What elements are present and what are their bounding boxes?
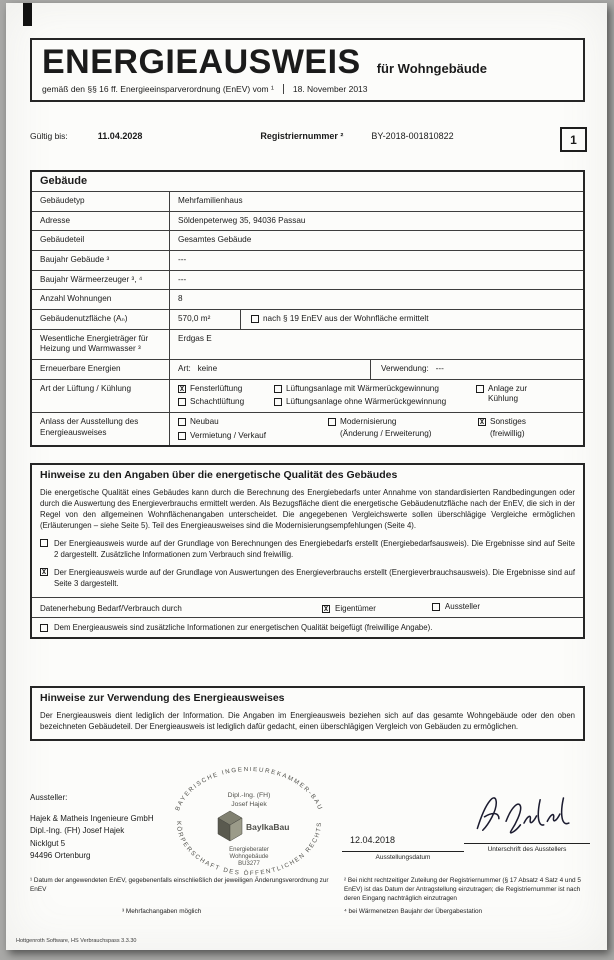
- issue-date: 12.04.2018: [350, 835, 396, 845]
- row-label: Gebäudeteil: [40, 235, 85, 245]
- page-number: 1: [570, 132, 577, 147]
- page-number-box: [560, 127, 587, 152]
- option-label: Vermietung / Verkauf: [190, 430, 267, 440]
- table-row-lueftung: [32, 379, 583, 412]
- option-label: Aussteller: [444, 601, 481, 611]
- bedarfsausweis-item: [40, 538, 575, 560]
- header-box: [30, 38, 585, 102]
- table-row-energietraeger: [32, 329, 583, 359]
- row-label: Erneuerbare Energien: [40, 363, 121, 373]
- footnote-2: ² Bei nicht rechtzeitiger Zuteilung der Registriernummer (§ 17 Absatz 4 Satz 4 und 5 EnEV) ist das Datum der Antragstellung einzutragen; die Registriernummer ist nach deren Eingang nachträglich einzutragen: [344, 877, 581, 902]
- row-label: Anlass der Ausstellung des Energieausweises: [40, 416, 139, 437]
- verbrauchsausweis-text: Der Energieausweis wurde auf der Grundlage von Auswertungen des Energieverbrauchs erstellt (Energieverbrauchsausweis). Die Ergebnisse sind auf Seite 3 dargestellt.: [54, 568, 575, 589]
- checkbox-neubau: [178, 418, 186, 426]
- row-label: Adresse: [40, 215, 71, 225]
- verbrauchsausweis-item: [40, 567, 575, 589]
- cube-logo-icon: [218, 811, 242, 841]
- row-label: Gebäudenutzfläche (Aₙ): [40, 313, 128, 323]
- building-section-title: Gebäude: [40, 175, 88, 187]
- row-value: 570,0 m²: [178, 313, 211, 323]
- option-label: Neubau: [190, 416, 219, 426]
- table-row-erneuerbare: [32, 359, 583, 379]
- checkbox-zusatzinfo: [40, 624, 48, 632]
- extra-info-row: [32, 617, 583, 637]
- row-label: Gebäudetyp: [40, 196, 85, 205]
- issuer-address: [30, 813, 154, 863]
- footnote-3: ³ Mehrfachangaben möglich: [122, 907, 202, 915]
- stamp-role-line1: Energieberater: [229, 847, 269, 853]
- issuer-line: Dipl.-Ing. (FH) Josef Hajek: [30, 826, 125, 836]
- table-row: [32, 191, 583, 211]
- registration-mark: [23, 3, 32, 26]
- checkbox-kuehlung: [476, 385, 484, 393]
- checkbox-verbrauchsausweis: X: [41, 568, 47, 577]
- signature-block: [464, 789, 590, 853]
- verwendung-label: Verwendung:: [381, 363, 429, 373]
- law-reference: gemäß den §§ 16 ff. Energieeinsparverordnung (EnEV) vom ¹: [42, 83, 274, 94]
- title-row: [42, 45, 573, 81]
- chamber-stamp: [166, 767, 332, 883]
- table-row: [32, 270, 583, 290]
- row-label: Anzahl Wohnungen: [40, 294, 112, 304]
- option-sublabel: (Änderung / Erweiterung): [340, 428, 432, 438]
- art-label: Art:: [178, 363, 191, 373]
- table-row: [32, 211, 583, 231]
- issuer-line: Nicklgut 5: [30, 838, 66, 848]
- row-label: Baujahr Gebäude ³: [40, 254, 110, 264]
- signature-icon: [464, 789, 584, 841]
- row-value: Gesamtes Gebäude: [178, 235, 252, 245]
- row-value: Söldenpeterweg 35, 94036 Passau: [178, 215, 306, 225]
- row-label: Baujahr Wärmeerzeuger ³, ⁴: [40, 274, 143, 284]
- document-title: ENERGIEAUSWEIS: [42, 43, 361, 81]
- option-label: Anlage zur Kühlung: [488, 383, 528, 404]
- checkbox-vermietung-verkauf: [178, 432, 186, 440]
- survey-label: Datenerhebung Bedarf/Verbrauch durch: [40, 603, 182, 613]
- row-label: Art der Lüftung / Kühlung: [40, 383, 132, 393]
- building-section: [30, 170, 585, 447]
- table-row: [32, 250, 583, 270]
- option-label: Sonstiges: [490, 416, 526, 426]
- checkbox-lueftung-mit-wrg: [274, 385, 282, 393]
- usage-notes-title: Hinweise zur Verwendung des Energieausweises: [40, 692, 285, 704]
- law-row: [42, 84, 573, 94]
- checkbox-label: nach § 19 EnEV aus der Wohnfläche ermittelt: [263, 313, 429, 323]
- bedarfsausweis-text: Der Energieausweis wurde auf der Grundlage von Berechnungen des Energiebedarfs erstellt (Energiebedarfsausweis). Die Ergebnisse sind auf Seite 2 dargestellt. Zusätzliche Informationen zum Verbrauch sind freiwillig.: [54, 539, 575, 560]
- table-row-anlass: [32, 412, 583, 445]
- stamp-role-line2: Wohngebäude: [229, 854, 269, 860]
- checkbox-sonstiges: X: [479, 417, 485, 426]
- registry-number-label: Registriernummer ²: [260, 131, 344, 141]
- document-page: [6, 3, 607, 950]
- valid-until-date: 11.04.2028: [97, 131, 143, 141]
- issuer-label: Aussteller:: [30, 793, 68, 802]
- option-label: Fensterlüftung: [190, 383, 243, 393]
- law-date: 18. November 2013: [283, 84, 368, 94]
- quality-notes-section: [30, 463, 585, 639]
- signature-rule: [464, 843, 590, 844]
- row-value: Erdgas E: [178, 333, 212, 343]
- checkbox-wohnflaeche: [251, 315, 259, 323]
- checkbox-eigentuemer: X: [323, 604, 329, 613]
- usage-notes-section: [30, 686, 585, 741]
- checkbox-modernisierung: [328, 418, 336, 426]
- row-value: ---: [178, 274, 187, 284]
- valid-until-label: Gültig bis:: [30, 131, 68, 141]
- row-value: Mehrfamilienhaus: [178, 196, 243, 205]
- issuer-line: Hajek & Matheis Ingenieure GmbH: [30, 814, 154, 823]
- option-label: Eigentümer: [335, 603, 376, 613]
- footnote-4: ⁴ bei Wärmenetzen Baujahr der Übergabestation: [344, 907, 483, 915]
- row-value: 8: [178, 294, 183, 304]
- art-value: keine: [197, 363, 218, 373]
- option-sublabel: (freiwillig): [490, 428, 525, 438]
- usage-notes-text: Der Energieausweis dient lediglich der Information. Die Angaben im Energieausweis beziehen sich auf das gesamte Wohngebäude oder den oben bezeichneten Gebäudeteil. Der Energieausweis ist lediglich dafür gedacht, einen überschlägigen Vergleich von Gebäuden zu ermöglichen.: [40, 711, 575, 732]
- issue-date-caption: Ausstellungsdatum: [375, 854, 431, 861]
- software-credit: Hottgenroth Software, HS Verbrauchspass 3.3.30: [16, 938, 137, 944]
- stamp-arc-bottom-text: KÖRPERSCHAFT DES ÖFFENTLICHEN RECHTS: [174, 820, 324, 878]
- checkbox-bedarfsausweis: [40, 539, 48, 547]
- checkbox-fensterlueftung: X: [179, 384, 185, 393]
- checkbox-schachtlueftung: [178, 398, 186, 406]
- registry-number-value: BY-2018-001810822: [371, 131, 454, 141]
- quality-notes-intro: Die energetische Qualität eines Gebäudes kann durch die Berechnung des Energiebedarfs unter Annahme von standardisierten Randbedingungen oder durch die Auswertung des Energieverbrauchs ermittelt werden. Als Bezugsfläche dient die energetische Gebäudenutzfläche nach der EnEV, die sich in der Regel von den allgemeinen Wohnflächenangaben unterscheidet. Die angegebenen Vergleichswerte sollen überschlägige Vergleiche ermöglichen (Erläuterungen – siehe Seite 5). Teil des Energieausweises sind die Modernisierungsempfehlungen (Seite 4).: [40, 488, 575, 531]
- option-label: Lüftungsanlage ohne Wärmerückgewinnung: [286, 397, 447, 407]
- extra-info-text: Dem Energieausweis sind zusätzliche Informationen zur energetischen Qualität beigefügt (freiwillige Angabe).: [54, 622, 433, 632]
- checkbox-aussteller: [432, 603, 440, 611]
- option-label: Modernisierung: [340, 416, 397, 426]
- stamp-name-line2: Josef Hajek: [231, 801, 267, 808]
- stamp-arc-top-text: BAYERISCHE INGENIEUREKAMMER-BAU: [174, 767, 324, 812]
- row-label: Wesentliche Energieträger für Heizung und Warmwasser ³: [40, 333, 149, 354]
- signature-caption: Unterschrift des Ausstellers: [487, 846, 567, 853]
- table-row-nutzflaeche: [32, 309, 583, 329]
- date-rule: [342, 851, 464, 852]
- quality-notes-title: Hinweise zu den Angaben über die energetische Qualität des Gebäudes: [40, 469, 398, 481]
- issue-date-block: [342, 835, 464, 861]
- option-label: Schachtlüftung: [190, 397, 245, 407]
- stamp-role-line3: BU3277: [238, 861, 260, 867]
- verwendung-value: ---: [435, 363, 444, 373]
- document-subtitle: für Wohngebäude: [376, 61, 487, 76]
- table-row: [32, 289, 583, 309]
- row-value: ---: [178, 254, 187, 264]
- validity-row: [30, 131, 550, 141]
- stamp-brand: BayIkaBau: [246, 822, 290, 832]
- survey-row: [32, 597, 583, 617]
- table-row: [32, 230, 583, 250]
- option-label: Lüftungsanlage mit Wärmerückgewinnung: [286, 383, 439, 393]
- stamp-name-line1: Dipl.-Ing. (FH): [227, 792, 271, 799]
- issuer-line: 94496 Ortenburg: [30, 851, 91, 861]
- checkbox-lueftung-ohne-wrg: [274, 398, 282, 406]
- footnote-1: ¹ Datum der angewendeten EnEV, gegebenenfalls einschließlich der jeweiligen Änderungsverordnung zur EnEV: [30, 877, 329, 893]
- footnotes: [30, 877, 585, 917]
